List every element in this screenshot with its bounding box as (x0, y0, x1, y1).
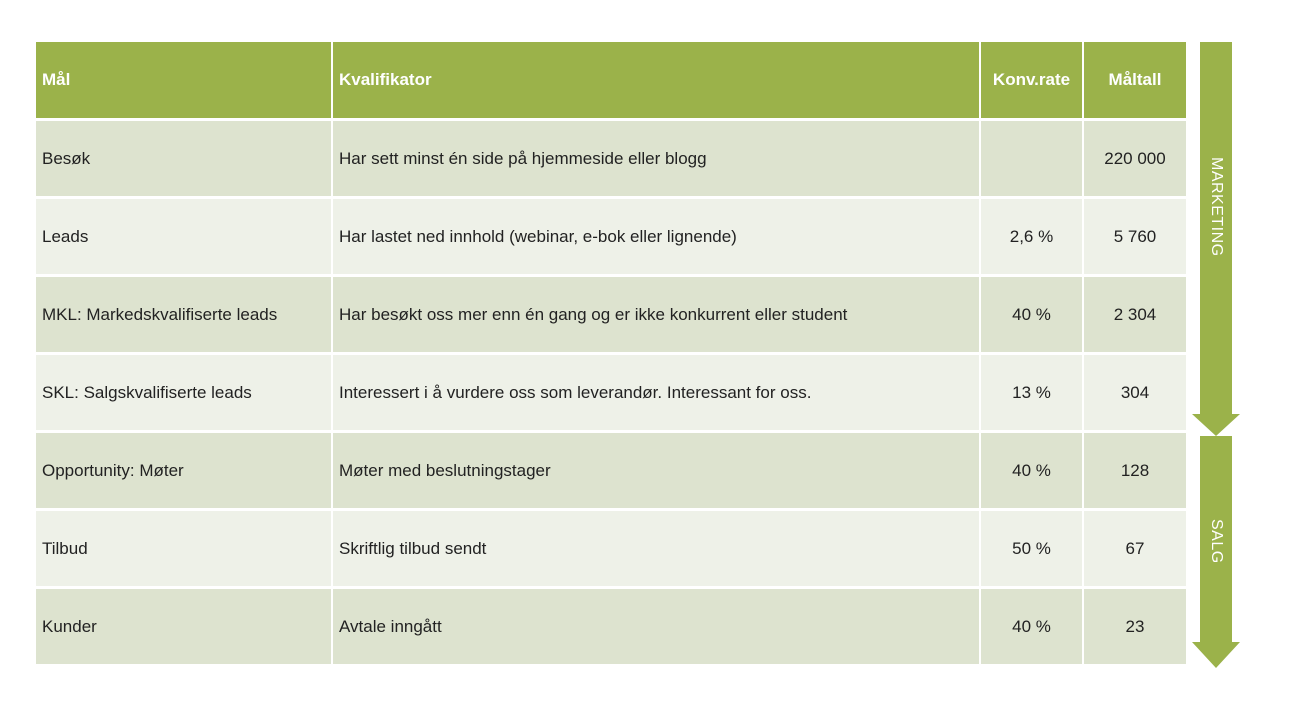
goal-cell: Leads (36, 199, 331, 277)
table-row (36, 199, 1186, 277)
goal-cell: Kunder (36, 589, 331, 664)
qualifier-cell: Møter med beslutningstager (333, 433, 979, 511)
sales-stage-label: SALG (1208, 518, 1225, 564)
conversion-cell: 40 % (981, 277, 1082, 355)
conversion-cell (981, 121, 1082, 199)
qualifier-cell: Skriftlig tilbud sendt (333, 511, 979, 589)
goal-cell: Besøk (36, 121, 331, 199)
target-cell: 23 (1084, 589, 1186, 664)
sales-stage-arrow (1192, 436, 1240, 668)
table-row (36, 589, 1186, 664)
goal-cell: Opportunity: Møter (36, 433, 331, 511)
header-target: Måltall (1084, 42, 1186, 121)
qualifier-cell: Avtale inngått (333, 589, 979, 664)
qualifier-cell: Har besøkt oss mer enn én gang og er ikke konkurrent eller student (333, 277, 979, 355)
header-row (36, 42, 1186, 121)
table-row (36, 355, 1186, 433)
table-row (36, 277, 1186, 355)
goal-cell: Tilbud (36, 511, 331, 589)
header-goal: Mål (36, 42, 331, 121)
target-cell: 67 (1084, 511, 1186, 589)
qualifier-cell: Har sett minst én side på hjemmeside eller blogg (333, 121, 979, 199)
goal-cell: SKL: Salgskvalifiserte leads (36, 355, 331, 433)
header-conversion: Konv.rate (981, 42, 1082, 121)
marketing-stage-label: MARKETING (1208, 157, 1225, 257)
conversion-cell: 40 % (981, 433, 1082, 511)
target-cell: 128 (1084, 433, 1186, 511)
target-cell: 304 (1084, 355, 1186, 433)
funnel-table (34, 42, 1188, 664)
target-cell: 220 000 (1084, 121, 1186, 199)
qualifier-cell: Interessert i å vurdere oss som leverandør. Interessant for oss. (333, 355, 979, 433)
goal-cell: MKL: Markedskvalifiserte leads (36, 277, 331, 355)
header-qualifier: Kvalifikator (333, 42, 979, 121)
conversion-cell: 50 % (981, 511, 1082, 589)
table-row (36, 121, 1186, 199)
table-row (36, 433, 1186, 511)
conversion-cell: 2,6 % (981, 199, 1082, 277)
target-cell: 2 304 (1084, 277, 1186, 355)
table-row (36, 511, 1186, 589)
target-cell: 5 760 (1084, 199, 1186, 277)
marketing-stage-arrow (1192, 42, 1240, 436)
conversion-cell: 13 % (981, 355, 1082, 433)
conversion-cell: 40 % (981, 589, 1082, 664)
qualifier-cell: Har lastet ned innhold (webinar, e-bok eller lignende) (333, 199, 979, 277)
